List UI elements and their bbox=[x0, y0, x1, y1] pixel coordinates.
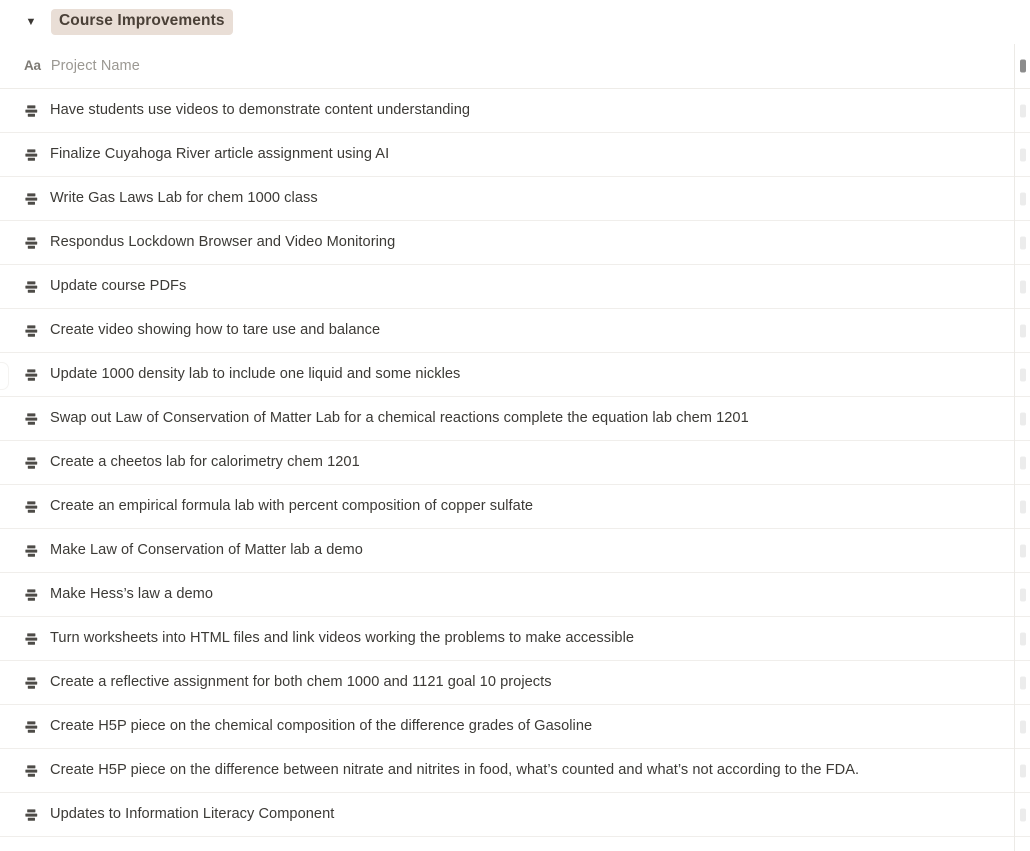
next-column-cell-ghost bbox=[1020, 192, 1026, 205]
table-row[interactable] bbox=[0, 309, 1030, 353]
row-title[interactable]: Update 1000 density lab to include one liquid and some nickles bbox=[50, 366, 461, 383]
row-title[interactable]: Finalize Cuyahoga River article assignment using AI bbox=[50, 146, 390, 163]
table-row[interactable] bbox=[0, 353, 1030, 397]
row-title[interactable]: Create H5P piece on the chemical composition of the difference grades of Gasoline bbox=[50, 718, 593, 735]
column-header-project-name[interactable]: Project Name bbox=[50, 58, 140, 74]
group-header bbox=[0, 0, 1030, 44]
table-row[interactable] bbox=[0, 573, 1030, 617]
projects-table bbox=[0, 44, 1030, 851]
next-column-cell-ghost bbox=[1020, 676, 1026, 689]
table-row[interactable] bbox=[0, 397, 1030, 441]
table-row[interactable] bbox=[0, 661, 1030, 705]
project-bars-icon bbox=[24, 191, 40, 207]
row-title[interactable]: Turn worksheets into HTML files and link videos working the problems to make accessible bbox=[50, 630, 635, 647]
next-column-cell-ghost bbox=[1020, 588, 1026, 601]
project-bars-icon bbox=[24, 147, 40, 163]
next-column-cell-ghost bbox=[1020, 148, 1026, 161]
text-type-icon: Aa bbox=[24, 58, 41, 74]
row-title[interactable]: Create a reflective assignment for both chem 1000 and 1121 goal 10 projects bbox=[50, 674, 552, 691]
triangle-down-icon[interactable]: ▼ bbox=[25, 15, 37, 28]
next-column-cell-ghost bbox=[1020, 236, 1026, 249]
project-bars-icon bbox=[24, 103, 40, 119]
project-bars-icon bbox=[24, 587, 40, 603]
table-rows bbox=[0, 89, 1030, 851]
table-row-partial[interactable] bbox=[0, 837, 1030, 851]
next-column-cell-ghost bbox=[1020, 808, 1026, 821]
row-title[interactable]: Write Gas Laws Lab for chem 1000 class bbox=[50, 190, 318, 207]
project-bars-icon bbox=[24, 763, 40, 779]
project-bars-icon bbox=[24, 367, 40, 383]
next-column-cell-ghost bbox=[1020, 324, 1026, 337]
next-column-header-ghost bbox=[1020, 60, 1026, 73]
next-column-cell-ghost bbox=[1020, 412, 1026, 425]
next-column-cell-ghost bbox=[1020, 456, 1026, 469]
row-title[interactable]: Update course PDFs bbox=[50, 278, 187, 295]
next-column-cell-ghost bbox=[1020, 720, 1026, 733]
row-title[interactable]: Updates to Information Literacy Component bbox=[50, 806, 335, 823]
row-title[interactable]: Create a cheetos lab for calorimetry chem 1201 bbox=[50, 454, 360, 471]
table-row[interactable] bbox=[0, 265, 1030, 309]
row-title[interactable]: Make Hess’s law a demo bbox=[50, 586, 214, 603]
group-title[interactable]: Course Improvements bbox=[51, 9, 233, 35]
project-bars-icon bbox=[24, 235, 40, 251]
project-bars-icon bbox=[24, 279, 40, 295]
table-row[interactable] bbox=[0, 749, 1030, 793]
table-row[interactable] bbox=[0, 133, 1030, 177]
row-title[interactable]: Create video showing how to tare use and balance bbox=[50, 322, 381, 339]
project-bars-icon bbox=[24, 411, 40, 427]
next-column-cell-ghost bbox=[1020, 104, 1026, 117]
row-title[interactable]: Make Law of Conservation of Matter lab a demo bbox=[50, 542, 363, 559]
project-bars-icon bbox=[24, 323, 40, 339]
project-bars-icon bbox=[24, 675, 40, 691]
table-column-header bbox=[0, 44, 1030, 89]
row-peek-handle[interactable] bbox=[0, 362, 9, 390]
next-column-cell-ghost bbox=[1020, 368, 1026, 381]
project-bars-icon bbox=[24, 631, 40, 647]
table-row[interactable] bbox=[0, 485, 1030, 529]
table-row[interactable] bbox=[0, 221, 1030, 265]
next-column-cell-ghost bbox=[1020, 764, 1026, 777]
column-divider[interactable] bbox=[1014, 44, 1015, 851]
row-title[interactable]: Create an empirical formula lab with percent composition of copper sulfate bbox=[50, 498, 534, 515]
row-title[interactable]: Swap out Law of Conservation of Matter Lab for a chemical reactions complete the equation lab chem 1201 bbox=[50, 410, 749, 427]
project-bars-icon bbox=[24, 499, 40, 515]
next-column-cell-ghost bbox=[1020, 544, 1026, 557]
table-row[interactable] bbox=[0, 441, 1030, 485]
project-bars-icon bbox=[24, 719, 40, 735]
next-column-cell-ghost bbox=[1020, 500, 1026, 513]
next-column-cell-ghost bbox=[1020, 280, 1026, 293]
row-title[interactable]: Create H5P piece on the difference between nitrate and nitrites in food, what’s counted and what’s not according to the FDA. bbox=[50, 762, 860, 779]
table-row[interactable] bbox=[0, 793, 1030, 837]
table-row[interactable] bbox=[0, 177, 1030, 221]
table-row[interactable] bbox=[0, 705, 1030, 749]
table-row[interactable] bbox=[0, 529, 1030, 573]
project-bars-icon bbox=[24, 455, 40, 471]
table-row[interactable] bbox=[0, 89, 1030, 133]
project-bars-icon bbox=[24, 807, 40, 823]
row-title[interactable]: Have students use videos to demonstrate content understanding bbox=[50, 102, 471, 119]
row-title[interactable]: Respondus Lockdown Browser and Video Monitoring bbox=[50, 234, 396, 251]
project-bars-icon bbox=[24, 543, 40, 559]
next-column-cell-ghost bbox=[1020, 632, 1026, 645]
table-row[interactable] bbox=[0, 617, 1030, 661]
